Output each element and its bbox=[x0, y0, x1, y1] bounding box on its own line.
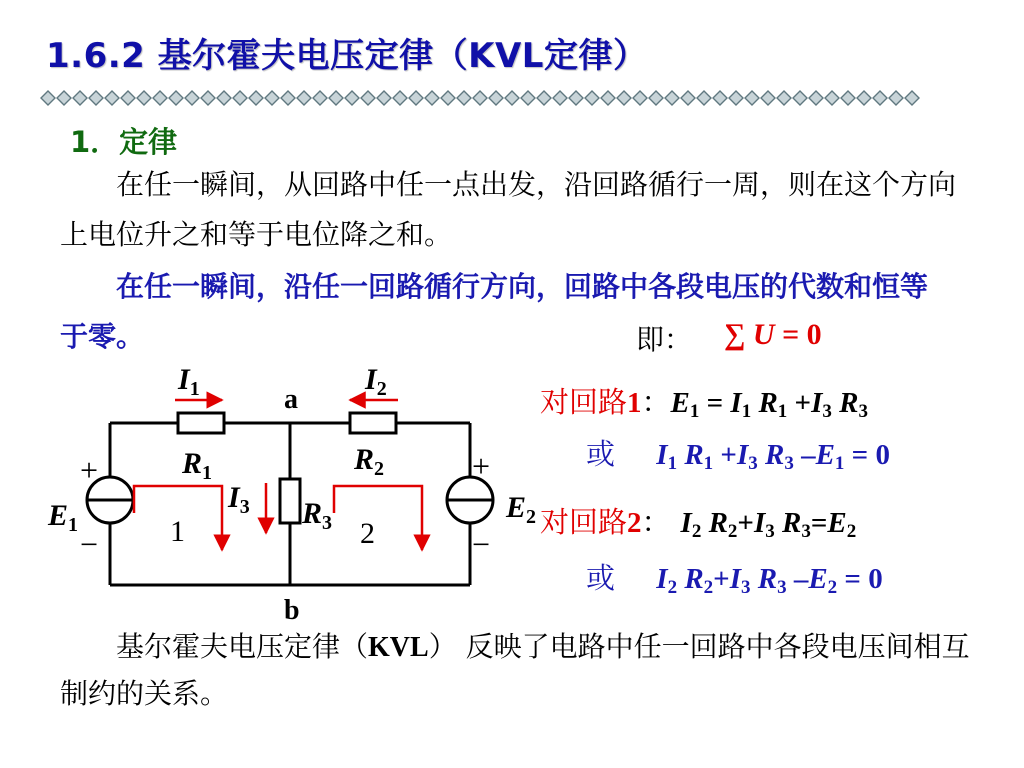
sum-formula: ∑ U = 0 bbox=[724, 318, 822, 351]
loop1-alt-equation: 或 $I_1$ $R_1 +I_3$ $R_3$ $-E_1 = 0$ bbox=[586, 437, 890, 474]
section-heading: 1．定律 bbox=[70, 125, 178, 159]
ji-label: 即： bbox=[636, 323, 693, 356]
summary-paragraph: 基尔霍夫电压定律（KVL） 反映了电路中任一回路中各段电压间相互制约的关系。 bbox=[60, 630, 970, 710]
emphasis-paragraph: 在任一瞬间，沿任一回路循行方向，回路中各段电压的代数和恒等于零。 bbox=[60, 270, 929, 353]
e2-plus-sign: + bbox=[472, 448, 491, 484]
definition-paragraph: 在任一瞬间，从回路中任一点出发，沿回路循行一周，则在这个方向上电位升之和等于电位降之和。 bbox=[60, 168, 957, 251]
loop1-label: 1 bbox=[170, 515, 185, 548]
label-e2: $E_2$ bbox=[506, 491, 537, 528]
page-title: 1.6.2 基尔霍夫电压定律（KVL定律） bbox=[46, 36, 648, 76]
loop2-equation: 对回路2： $I_2$ $R_2+I_3$ $R_3=E_2$ bbox=[540, 505, 857, 542]
loop2-label: 2 bbox=[360, 517, 375, 550]
label-r2: $R_2$ bbox=[354, 443, 385, 480]
label-i3: $I_3$ bbox=[228, 481, 250, 518]
resistor-r1 bbox=[178, 413, 224, 433]
e2-minus-sign: − bbox=[472, 526, 491, 562]
circuit-diagram bbox=[40, 355, 560, 630]
label-i2: $I_2$ bbox=[365, 363, 387, 400]
e1-plus-sign: + bbox=[80, 452, 99, 488]
label-r1: $R_1$ bbox=[182, 447, 213, 484]
e1-minus-sign: − bbox=[80, 526, 99, 562]
loop2-alt-equation: 或 $I_2$ $R_2+I_3$ $R_3$ $-E_2 = 0$ bbox=[586, 561, 883, 598]
node-b-label: b bbox=[284, 595, 300, 626]
node-a-label: a bbox=[284, 384, 298, 415]
loop2-direction-arrow bbox=[334, 486, 422, 550]
resistor-r3 bbox=[280, 479, 300, 523]
label-i1: $I_1$ bbox=[178, 363, 200, 400]
loop1-equation: 对回路1：$E_1 = I_1$ $R_1 +I_3$ $R_3$ bbox=[540, 385, 868, 422]
label-e1: $E_1$ bbox=[48, 499, 79, 536]
title-divider bbox=[40, 89, 920, 107]
resistor-r2 bbox=[350, 413, 396, 433]
label-r3: $R_3$ bbox=[302, 497, 333, 534]
